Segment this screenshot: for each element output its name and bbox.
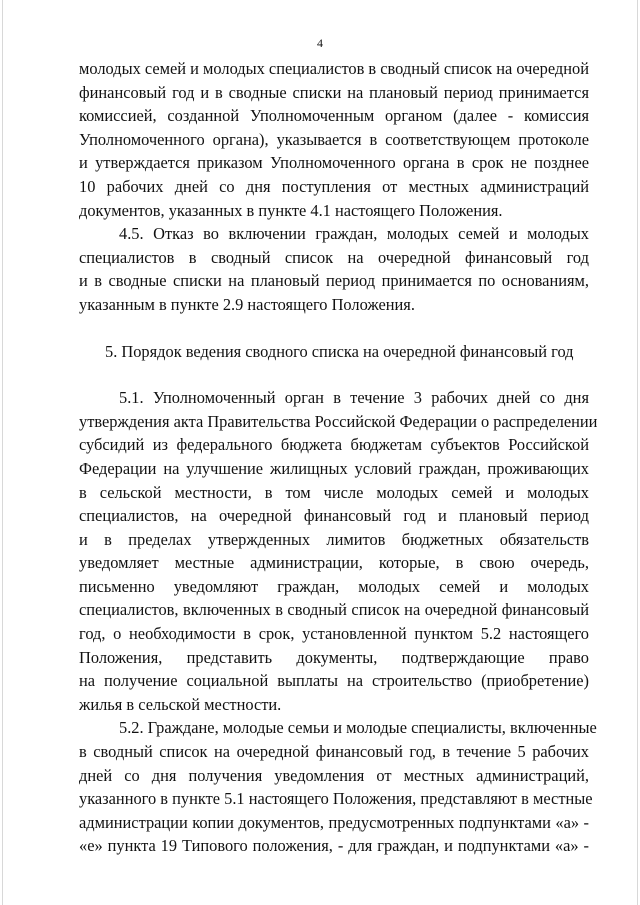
text-line: уведомляет местные администрации, которые, в свою очередь, bbox=[79, 553, 589, 573]
text-line: субсидий из федерального бюджета бюджетам субъектов Российской bbox=[79, 435, 589, 455]
paragraph-4-5 bbox=[79, 222, 589, 316]
text-line: 10 рабочих дней со дня поступления от местных администраций bbox=[79, 176, 589, 196]
text-line: Уполномоченного органа), указывается в соответствующем протоколе bbox=[79, 129, 589, 149]
text-line: комиссией, созданной Уполномоченным органом (далее - комиссия bbox=[79, 106, 589, 126]
section-heading: 5. Порядок ведения сводного списка на очередной финансовый год bbox=[105, 341, 574, 361]
text-line: дней со дня получения уведомления от местных администраций, bbox=[79, 765, 589, 785]
text-line: специалистов, включенных в сводный список на очередной финансовый bbox=[79, 600, 589, 620]
text-line: 5.2. Граждане, молодые семьи и молодые специалисты, включенные bbox=[119, 718, 597, 738]
paragraph-5-1 bbox=[79, 386, 598, 716]
text-line: в сельской местности, в том числе молодых семей и молодых bbox=[79, 482, 589, 502]
scan-edge-right bbox=[637, 0, 638, 905]
text-line: жилья в сельской местности. bbox=[79, 694, 282, 714]
text-line: 4.5. Отказ во включении граждан, молодых семей и молодых bbox=[119, 224, 589, 244]
text-line: специалистов, на очередной финансовый год и плановый период bbox=[79, 506, 589, 526]
text-line: «е» пункта 19 Типового положения, - для граждан, и подпунктами «а» - bbox=[79, 836, 589, 856]
text-line: молодых семей и молодых специалистов в сводный список на очередной bbox=[79, 59, 589, 78]
text-line: год, о необходимости в срок, установленной пунктом 5.2 настоящего bbox=[79, 624, 589, 644]
text-line: и в сводные списки на плановый период принимается по основаниям, bbox=[79, 271, 589, 291]
text-line: финансовый год и в сводные списки на плановый период принимается bbox=[79, 82, 589, 102]
text-line: указанным в пункте 2.9 настоящего Положения. bbox=[79, 294, 415, 314]
text-line: утверждения акта Правительства Российской Федерации о распределении bbox=[79, 411, 598, 431]
text-line: и утверждается приказом Уполномоченного органа в срок не позднее bbox=[79, 153, 589, 173]
text-line: указанного в пункте 5.1 настоящего Положения, представляют в местные bbox=[79, 789, 593, 809]
text-line: 5.1. Уполномоченный орган в течение 3 рабочих дней со дня bbox=[119, 388, 589, 408]
text-line: письменно уведомляют граждан, молодых семей и молодых bbox=[79, 576, 589, 596]
document-body bbox=[79, 57, 598, 858]
text-line: и в пределах утвержденных лимитов бюджетных обязательств bbox=[79, 529, 589, 549]
text-line: в сводный список на очередной финансовый год, в течение 5 рабочих bbox=[79, 742, 589, 762]
paragraph-continuation bbox=[79, 57, 589, 222]
text-line: на получение социальной выплаты на строительство (приобретение) bbox=[79, 671, 589, 691]
text-line: администрации копии документов, предусмотренных подпунктами «а» - bbox=[79, 812, 589, 832]
text-line: документов, указанных в пункте 4.1 настоящего Положения. bbox=[79, 200, 503, 220]
text-line: Положения, представить документы, подтверждающие право bbox=[79, 647, 589, 667]
scan-edge-left bbox=[2, 0, 3, 905]
page-number: 4 bbox=[317, 36, 323, 50]
paragraph-5-2 bbox=[79, 716, 597, 858]
text-line: специалистов в сводный список на очередной финансовый год bbox=[79, 247, 589, 267]
text-line: Федерации на улучшение жилищных условий граждан, проживающих bbox=[79, 458, 589, 478]
